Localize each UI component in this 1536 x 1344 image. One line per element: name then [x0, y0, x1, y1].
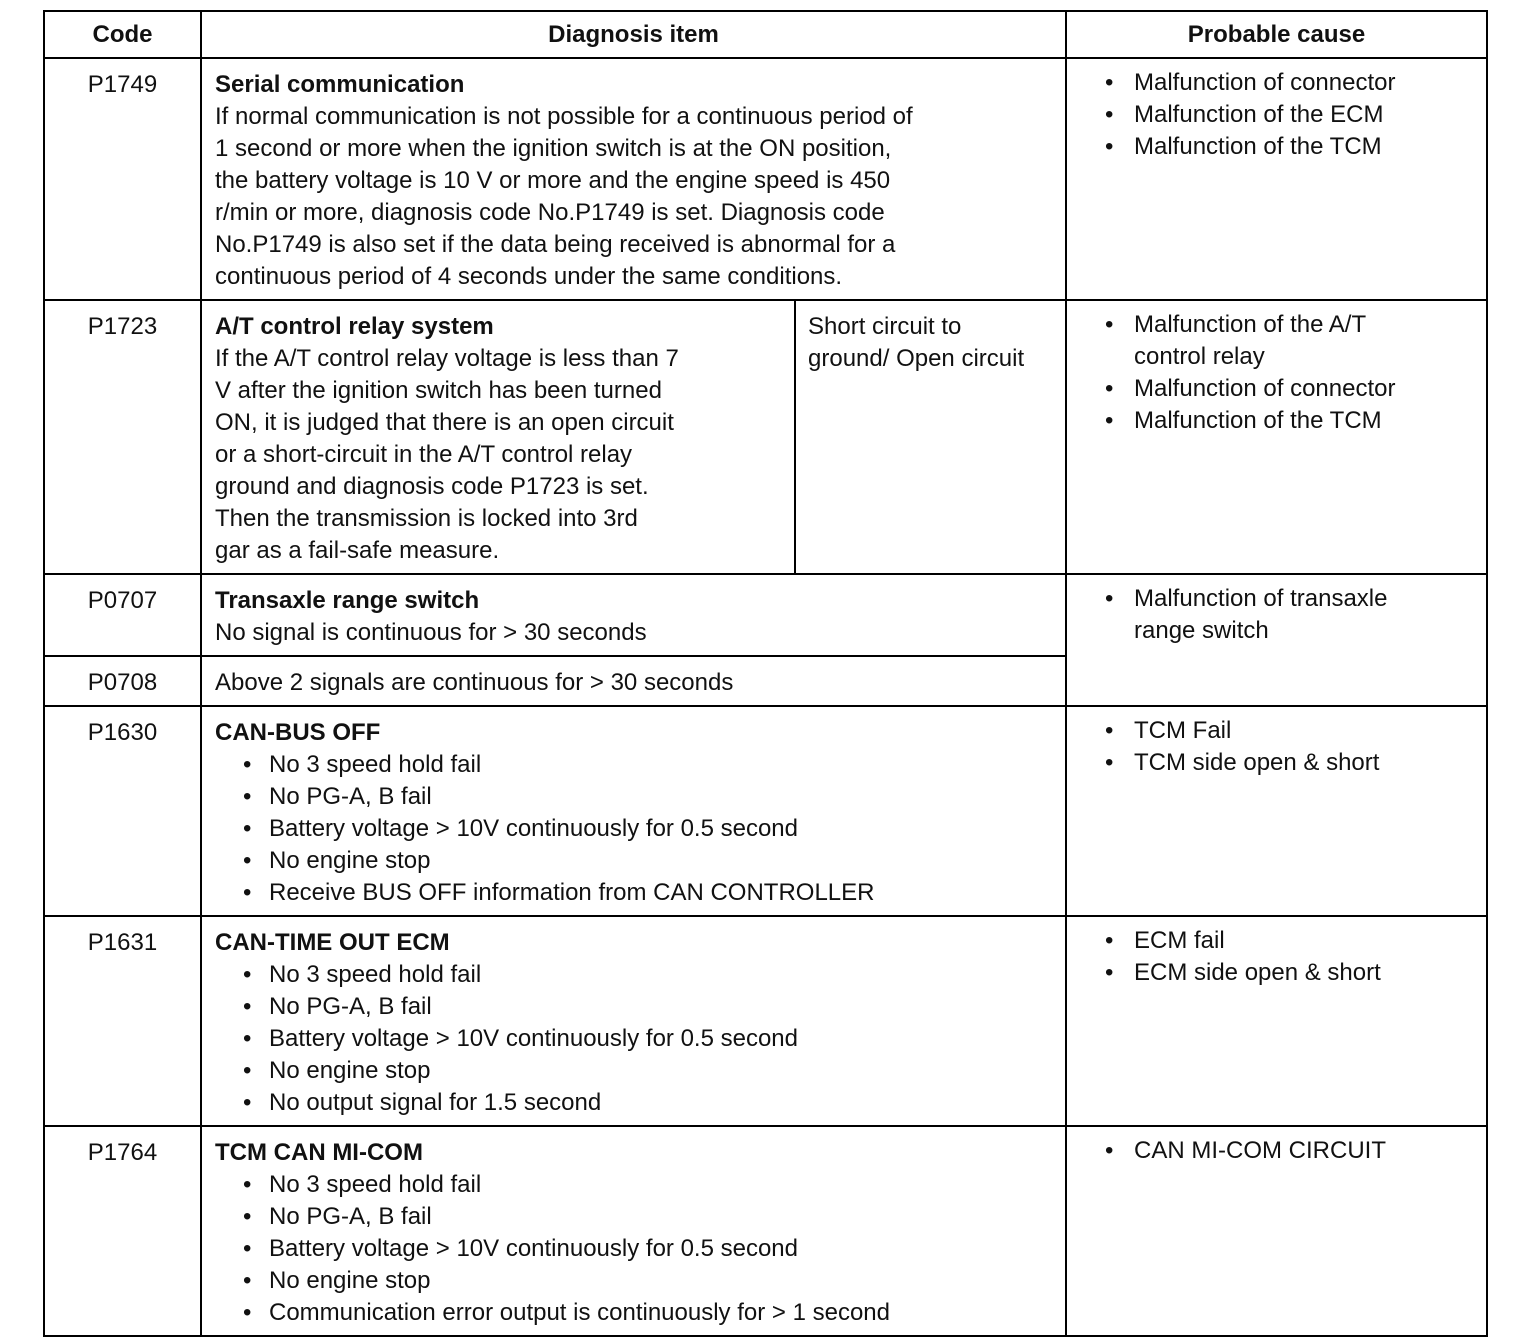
code-cell: P1749 [44, 58, 201, 300]
condition-item: • No PG-A, B fail [215, 1201, 1057, 1233]
cause-cell [1066, 706, 1487, 916]
condition-item: • No 3 speed hold fail [215, 959, 1057, 991]
cause-list [1067, 925, 1486, 989]
diagnosis-line: ground and diagnosis code P1723 is set. [215, 473, 649, 500]
code-cell: P1723 [44, 300, 201, 574]
diagnosis-title: A/T control relay system [215, 313, 494, 340]
cause-list [1067, 715, 1486, 779]
cause-item: • CAN MI-COM CIRCUIT [1067, 1135, 1486, 1167]
cause-item: • ECM side open & short [1067, 957, 1486, 989]
cause-line: control relay [1134, 343, 1265, 370]
table-row [44, 1126, 1487, 1336]
diagnosis-line: Above 2 signals are continuous for > 30 seconds [215, 669, 734, 696]
cause-cell [1066, 916, 1487, 1126]
condition-item: • Receive BUS OFF information from CAN CONTROLLER [215, 877, 1057, 909]
cause-item: • Malfunction of connector [1067, 373, 1486, 405]
condition-list [215, 959, 1057, 1119]
cause-item: • Malfunction of the ECM [1067, 99, 1486, 131]
diagnosis-code-table [43, 10, 1488, 1337]
cause-line: • Malfunction of the A/T [1134, 311, 1367, 338]
table-row [44, 58, 1487, 300]
diagnosis-title: TCM CAN MI-COM [215, 1139, 423, 1166]
cause-item: • ECM fail [1067, 925, 1486, 957]
diagnosis-line: gar as a fail-safe measure. [215, 537, 500, 564]
cause-cell [1066, 300, 1487, 574]
diagnosis-table-sheet [43, 10, 1486, 1326]
condition-item: • Battery voltage > 10V continuously for 0.5 second [215, 1233, 1057, 1265]
table-row [44, 916, 1487, 1126]
condition-list [215, 749, 1057, 909]
cause-item: • Malfunction of the TCM [1067, 405, 1486, 437]
diagnosis-cell [201, 58, 1066, 300]
cause-list [1067, 583, 1486, 647]
cause-item: • TCM Fail [1067, 715, 1486, 747]
condition-note-line: Short circuit to [808, 313, 962, 340]
condition-item: • Battery voltage > 10V continuously for 0.5 second [215, 1023, 1057, 1055]
table-row [44, 574, 1487, 656]
header-probable-cause: Probable cause [1066, 11, 1487, 58]
table-row [44, 706, 1487, 916]
condition-item: • Communication error output is continuously for > 1 second [215, 1297, 1057, 1329]
diagnosis-cell [201, 916, 1066, 1126]
condition-item: • No engine stop [215, 1265, 1057, 1297]
condition-item: • Battery voltage > 10V continuously for 0.5 second [215, 813, 1057, 845]
cause-item: • Malfunction of the TCM [1067, 131, 1486, 163]
cause-line: range switch [1134, 617, 1269, 644]
diagnosis-cell [201, 300, 795, 574]
diagnosis-title: Transaxle range switch [215, 587, 480, 614]
diagnosis-line: Then the transmission is locked into 3rd [215, 505, 638, 532]
diagnosis-cell [201, 656, 1066, 706]
code-cell: P1630 [44, 706, 201, 916]
condition-item: • No PG-A, B fail [215, 781, 1057, 813]
diagnosis-line: ON, it is judged that there is an open circuit [215, 409, 674, 436]
diagnosis-line: the battery voltage is 10 V or more and the engine speed is 450 [215, 167, 891, 194]
code-cell: P0707 [44, 574, 201, 656]
code-cell: P1764 [44, 1126, 201, 1336]
condition-item: • No 3 speed hold fail [215, 749, 1057, 781]
table-header-row [44, 11, 1487, 58]
condition-list [215, 1169, 1057, 1329]
diagnosis-cell [201, 1126, 1066, 1336]
diagnosis-cell [201, 706, 1066, 916]
diagnosis-line: continuous period of 4 seconds under the same conditions. [215, 263, 843, 290]
cause-item: • TCM side open & short [1067, 747, 1486, 779]
diagnosis-line: or a short-circuit in the A/T control relay [215, 441, 633, 468]
diagnosis-line: V after the ignition switch has been turned [215, 377, 662, 404]
diagnosis-title: CAN-BUS OFF [215, 719, 381, 746]
cause-list [1067, 309, 1486, 437]
diagnosis-line: If the A/T control relay voltage is less than 7 [215, 345, 679, 372]
condition-note-cell [795, 300, 1066, 574]
cause-line: • Malfunction of transaxle [1134, 585, 1388, 612]
header-diagnosis-item: Diagnosis item [201, 11, 1066, 58]
diagnosis-line: 1 second or more when the ignition switch is at the ON position, [215, 135, 892, 162]
diagnosis-line: No signal is continuous for > 30 seconds [215, 619, 647, 646]
cause-item: • Malfunction of connector [1067, 67, 1486, 99]
diagnosis-line: r/min or more, diagnosis code No.P1749 is set. Diagnosis code [215, 199, 885, 226]
code-cell: P0708 [44, 656, 201, 706]
diagnosis-line: No.P1749 is also set if the data being received is abnormal for a [215, 231, 896, 258]
code-cell: P1631 [44, 916, 201, 1126]
cause-item [1067, 309, 1486, 373]
condition-item: • No engine stop [215, 1055, 1057, 1087]
cause-list [1067, 67, 1486, 163]
condition-item: • No PG-A, B fail [215, 991, 1057, 1023]
cause-cell [1066, 574, 1487, 706]
cause-list [1067, 1135, 1486, 1167]
condition-item: • No 3 speed hold fail [215, 1169, 1057, 1201]
diagnosis-cell [201, 574, 1066, 656]
condition-item: • No output signal for 1.5 second [215, 1087, 1057, 1119]
condition-item: • No engine stop [215, 845, 1057, 877]
table-row [44, 300, 1487, 574]
condition-note-line: ground/ Open circuit [808, 345, 1025, 372]
cause-item [1067, 583, 1486, 647]
cause-cell [1066, 1126, 1487, 1336]
diagnosis-line: If normal communication is not possible for a continuous period of [215, 103, 913, 130]
diagnosis-title: CAN-TIME OUT ECM [215, 929, 450, 956]
header-code: Code [44, 11, 201, 58]
diagnosis-title: Serial communication [215, 71, 465, 98]
cause-cell [1066, 58, 1487, 300]
